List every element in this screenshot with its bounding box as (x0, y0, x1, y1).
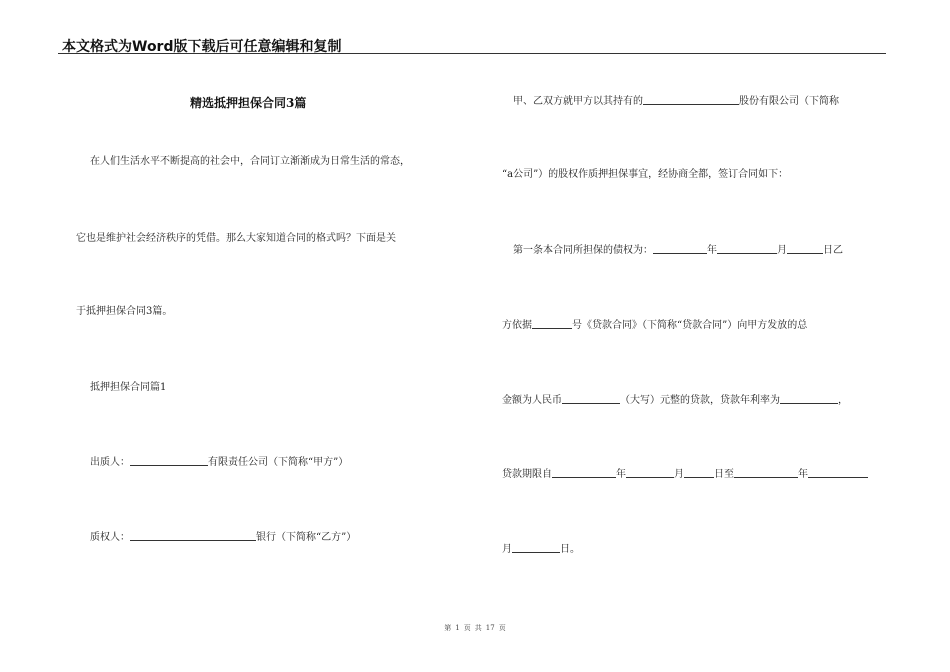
footer-total-unit: 页 (498, 624, 506, 632)
pledgor-line (90, 455, 348, 470)
right-line-3-text-a: 第一条本合同所担保的债权为： (513, 245, 653, 256)
right-line-3-month: 月 (777, 245, 787, 256)
right-line-4-text-a: 方依据 (502, 320, 532, 331)
pledgor-label: 出质人： (90, 457, 130, 468)
right-line-7-day: 日。 (560, 544, 580, 555)
right-line-1 (513, 94, 839, 109)
pledgee-label: 质权人： (90, 532, 130, 543)
right-line-6-text-a: 贷款期限自 (502, 469, 552, 480)
right-line-5-text-b: （大写）元整的贷款，贷款年利率为 (620, 395, 780, 406)
right-line-6-month: 月 (674, 469, 684, 480)
start-month-blank (626, 467, 674, 478)
right-line-4 (502, 318, 807, 333)
interest-rate-blank (780, 393, 838, 404)
document-title: 精选抵押担保合同3篇 (190, 96, 307, 110)
right-line-2: “a公司”）的股权作质押担保事宜，经协商全都，签订合同如下： (502, 169, 789, 180)
right-line-6-end-year: 年 (798, 469, 808, 480)
right-line-6 (502, 467, 868, 482)
end-year-tail-blank (808, 467, 868, 478)
footer-total-label: 共 (474, 624, 482, 632)
right-line-3-day: 日乙 (823, 245, 843, 256)
month-blank-1 (717, 243, 777, 254)
right-line-7-month: 月 (502, 544, 512, 555)
footer-page-label: 第 (444, 624, 452, 632)
right-line-6-until: 日至 (714, 469, 734, 480)
intro-line-3: 于抵押担保合同3篇。 (76, 306, 173, 317)
document-header: 本文格式为Word版下载后可任意编辑和复制 (62, 39, 342, 55)
right-line-5-text-a: 金额为人民币 (502, 395, 562, 406)
start-year-blank (552, 467, 616, 478)
right-line-3-year: 年 (707, 245, 717, 256)
right-line-6-year: 年 (616, 469, 626, 480)
pledgee-line (90, 530, 356, 545)
intro-line-2: 它也是维护社会经济秩序的凭借。那么大家知道合同的格式吗？下面是关 (76, 233, 396, 244)
company-blank (643, 94, 739, 105)
contract-number-blank (532, 318, 572, 329)
right-line-7 (502, 542, 580, 557)
pledgor-suffix: 有限责任公司（下简称“甲方”） (208, 457, 349, 468)
intro-line-1: 在人们生活水平不断提高的社会中，合同订立渐渐成为日常生活的常态， (90, 156, 410, 167)
pledgee-blank (130, 530, 256, 541)
right-line-5 (502, 393, 848, 408)
right-line-5-text-c: ， (838, 395, 848, 406)
right-line-3 (513, 243, 843, 258)
start-day-blank (684, 467, 714, 478)
total-pages: 17 (485, 624, 495, 632)
section-heading: 抵押担保合同篇1 (90, 382, 167, 393)
end-month-blank (512, 542, 560, 553)
header-divider (58, 53, 886, 54)
footer-page-unit: 页 (463, 624, 471, 632)
pledgee-suffix: 银行（下简称“乙方”） (256, 532, 357, 543)
year-blank-1 (653, 243, 707, 254)
page-number: 1 (455, 624, 460, 632)
right-line-4-text-b: 号《贷款合同》（下简称“贷款合同”）向甲方发放的总 (572, 320, 808, 331)
end-year-blank (734, 467, 798, 478)
right-line-1-text-a: 甲、乙双方就甲方以其持有的 (513, 96, 643, 107)
amount-blank (562, 393, 620, 404)
right-line-1-text-b: 股份有限公司（下简称 (739, 96, 839, 107)
pledgor-blank (130, 455, 208, 466)
page-footer (0, 623, 950, 633)
day-blank-1 (787, 243, 823, 254)
